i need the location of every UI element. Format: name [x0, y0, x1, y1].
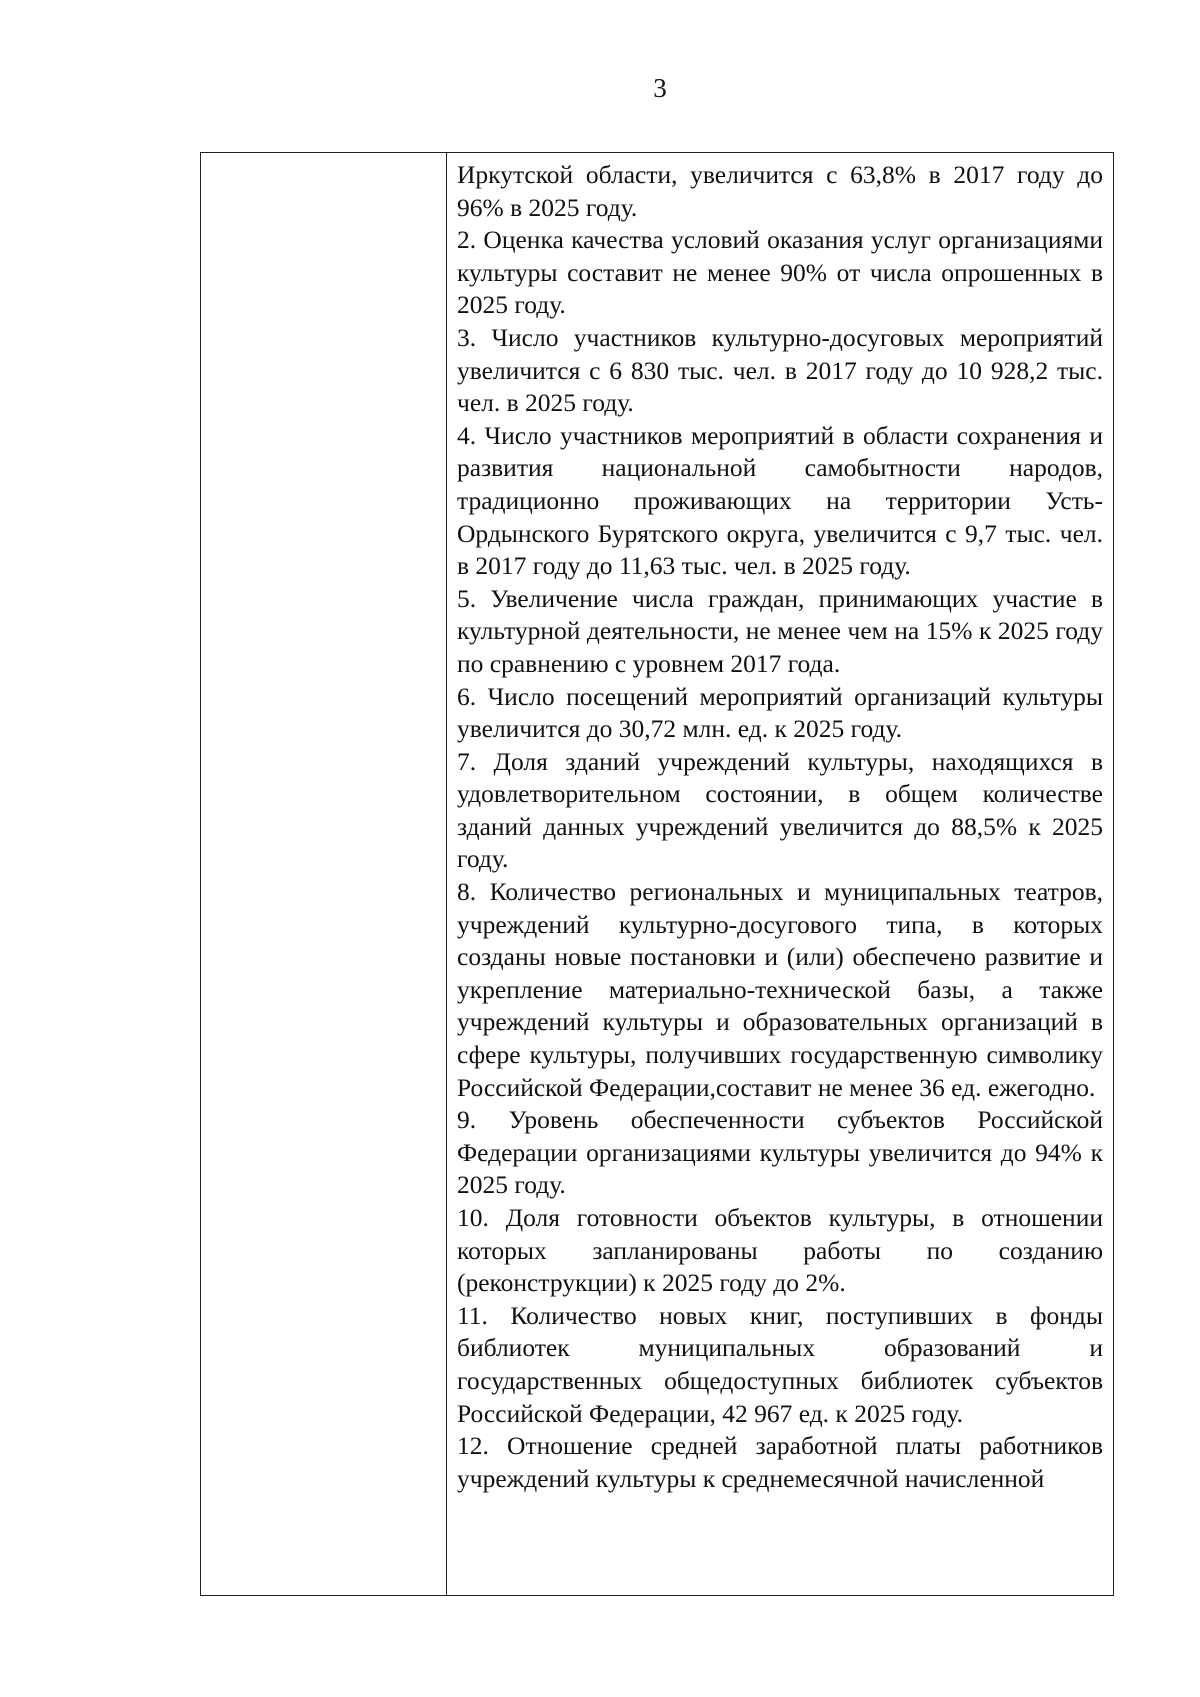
paragraph-1: Иркутской области, увеличится с 63,8% в 2017 году до 96% в 2025 году.	[457, 160, 1103, 222]
paragraph-12: 12. Отношение средней заработной платы работников учреждений культуры к среднемесячной начисленной	[457, 1431, 1103, 1493]
paragraph-4: 4. Число участников мероприятий в области сохранения и развития национальной самобытности народов, традиционно проживающих на территории Усть-Ордынского Бурятского округа, увеличится с 9,7 тыс. чел. в 2017 году до 11,63 тыс. чел. в 2025 году.	[457, 420, 1103, 581]
paragraph-10: 10. Доля готовности объектов культуры, в отношении которых запланированы работы по созданию (реконструкции) к 2025 году до 2%.	[457, 1203, 1103, 1298]
paragraph-9: 9. Уровень обеспеченности субъектов Российской Федерации организациями культуры увеличится до 94% к 2025 году.	[457, 1105, 1103, 1200]
paragraph-6: 6. Число посещений мероприятий организаций культуры увеличится до 30,72 млн. ед. к 2025 году.	[457, 681, 1103, 744]
paragraph-2: 2. Оценка качества условий оказания услуг организациями культуры составит не менее 90% от числа опрошенных в 2025 году.	[457, 225, 1103, 320]
paragraph-5: 5. Увеличение числа граждан, принимающих участие в культурной деятельности, не менее чем на 15% к 2025 году по сравнению с уровнем 2017 года.	[457, 583, 1103, 678]
paragraph-3: 3. Число участников культурно-досуговых мероприятий увеличится с 6 830 тыс. чел. в 2017 году до 10 928,2 тыс. чел. в 2025 году.	[457, 322, 1103, 418]
page-number: 3	[653, 73, 667, 103]
paragraph-11: 11. Количество новых книг, поступивших в фонды библиотек муниципальных образований и государственных общедоступных библиотек субъектов Российской Федерации, 42 967 ед. к 2025 году.	[457, 1300, 1103, 1428]
paragraph-8: 8. Количество региональных и муниципальных театров, учреждений культурно-досугового типа, в которых созданы новые постановки и (или) обеспечено развитие и укрепление материально-технической базы, а также учреждений культуры и образовательных организаций в сфере культуры, получивших государственную символику Российской Федерации,составит не менее 36 ед. ежегодно.	[457, 877, 1103, 1102]
paragraph-7: 7. Доля зданий учреждений культуры, находящихся в удовлетворительном состоянии, в общем количестве зданий данных учреждений увеличится до 88,5% к 2025 году.	[457, 746, 1103, 874]
table-left-cell	[201, 153, 447, 1595]
document-table	[200, 152, 1114, 1596]
table-right-cell	[447, 153, 1113, 1595]
